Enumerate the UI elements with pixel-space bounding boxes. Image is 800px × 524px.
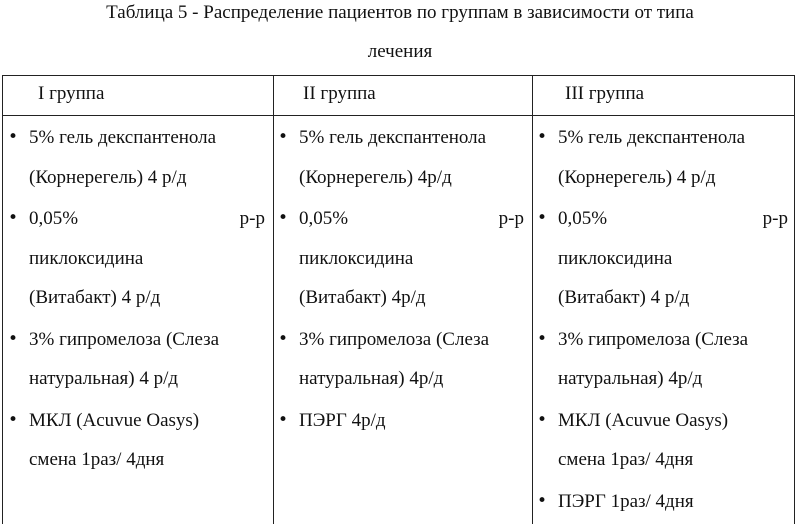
item-line-part: р-р (498, 208, 524, 229)
item-line-justified (29, 199, 265, 239)
item-line: (Корнерегель) 4р/д (299, 166, 452, 188)
item-line: натуральная) 4 р/д (29, 368, 179, 389)
item-line: 5% гель декспантенола (299, 127, 487, 148)
item-line-part: р-р (239, 208, 265, 229)
caption-line-2: лечения (367, 41, 433, 62)
treatment-item (277, 318, 524, 399)
treatment-list-group-2 (277, 116, 524, 440)
bullet-icon: • (278, 409, 289, 430)
bullet-icon: • (8, 328, 19, 349)
caption-line-1: Таблица 5 - Распределение пациентов по группам в зависимости от типа (106, 2, 694, 23)
item-line-part: 0,05% (299, 208, 349, 229)
treatment-item (536, 399, 788, 480)
column-divider-2 (532, 76, 533, 524)
item-line: 5% гель декспантенола (29, 127, 217, 148)
item-line: (Корнерегель) 4 р/д (29, 166, 187, 188)
item-line: (Витабакт) 4 р/д (29, 287, 161, 308)
column-divider-1 (273, 76, 274, 524)
item-line: 5% гель декспантенола (558, 127, 746, 148)
column-group-1 (7, 116, 265, 480)
item-line: смена 1раз/ 4дня (558, 449, 694, 470)
item-line-part: 0,05% (29, 208, 79, 229)
bullet-icon: • (537, 208, 548, 228)
item-line: пиклоксидина (558, 247, 673, 269)
item-line-justified (299, 199, 524, 239)
bullet-icon: • (537, 409, 548, 430)
item-line: 3% гипромелоза (Слеза (299, 328, 490, 350)
item-line: ПЭРГ 1раз/ 4дня (558, 490, 694, 512)
bullet-icon: • (8, 208, 19, 228)
item-line: ПЭРГ 4р/д (299, 409, 386, 431)
item-line: пиклоксидина (29, 247, 144, 269)
item-line: МКЛ (Acuvue Oasys) (558, 409, 729, 431)
item-line: натуральная) 4р/д (299, 368, 444, 389)
treatment-groups-table (2, 75, 795, 524)
treatment-item (277, 399, 524, 441)
treatment-item (536, 480, 788, 522)
item-line: натуральная) 4р/д (558, 368, 703, 389)
treatment-item (536, 116, 788, 197)
item-line-part: 0,05% (558, 208, 608, 229)
bullet-icon: • (8, 409, 19, 430)
treatment-item (7, 318, 265, 399)
treatment-item (277, 116, 524, 197)
bullet-icon: • (537, 490, 548, 511)
item-line: 3% гипромелоза (Слеза (29, 328, 220, 350)
treatment-item (277, 197, 524, 318)
item-line-part: р-р (762, 208, 788, 229)
treatment-list-group-1 (7, 116, 265, 480)
column-group-2 (277, 116, 524, 440)
item-line: 3% гипромелоза (Слеза (558, 328, 749, 350)
bullet-icon: • (537, 328, 548, 349)
treatment-item (536, 197, 788, 318)
item-line: МКЛ (Acuvue Oasys) (29, 409, 200, 431)
treatment-list-group-3 (536, 116, 788, 521)
bullet-icon: • (278, 328, 289, 349)
treatment-item (536, 318, 788, 399)
column-group-3 (536, 116, 788, 521)
item-line: (Витабакт) 4р/д (299, 287, 426, 308)
item-line: смена 1раз/ 4дня (29, 449, 165, 470)
header-group-3: III группа (565, 83, 645, 104)
bullet-icon: • (537, 127, 548, 147)
bullet-icon: • (278, 127, 289, 147)
item-line-justified (558, 199, 788, 239)
bullet-icon: • (8, 127, 19, 147)
treatment-item (7, 399, 265, 480)
header-group-2: II группа (303, 83, 376, 104)
treatment-item (7, 197, 265, 318)
header-group-1: I группа (38, 83, 105, 104)
item-line: пиклоксидина (299, 247, 414, 269)
bullet-icon: • (278, 208, 289, 228)
treatment-item (7, 116, 265, 197)
item-line: (Корнерегель) 4 р/д (558, 166, 716, 188)
item-line: (Витабакт) 4 р/д (558, 287, 690, 308)
